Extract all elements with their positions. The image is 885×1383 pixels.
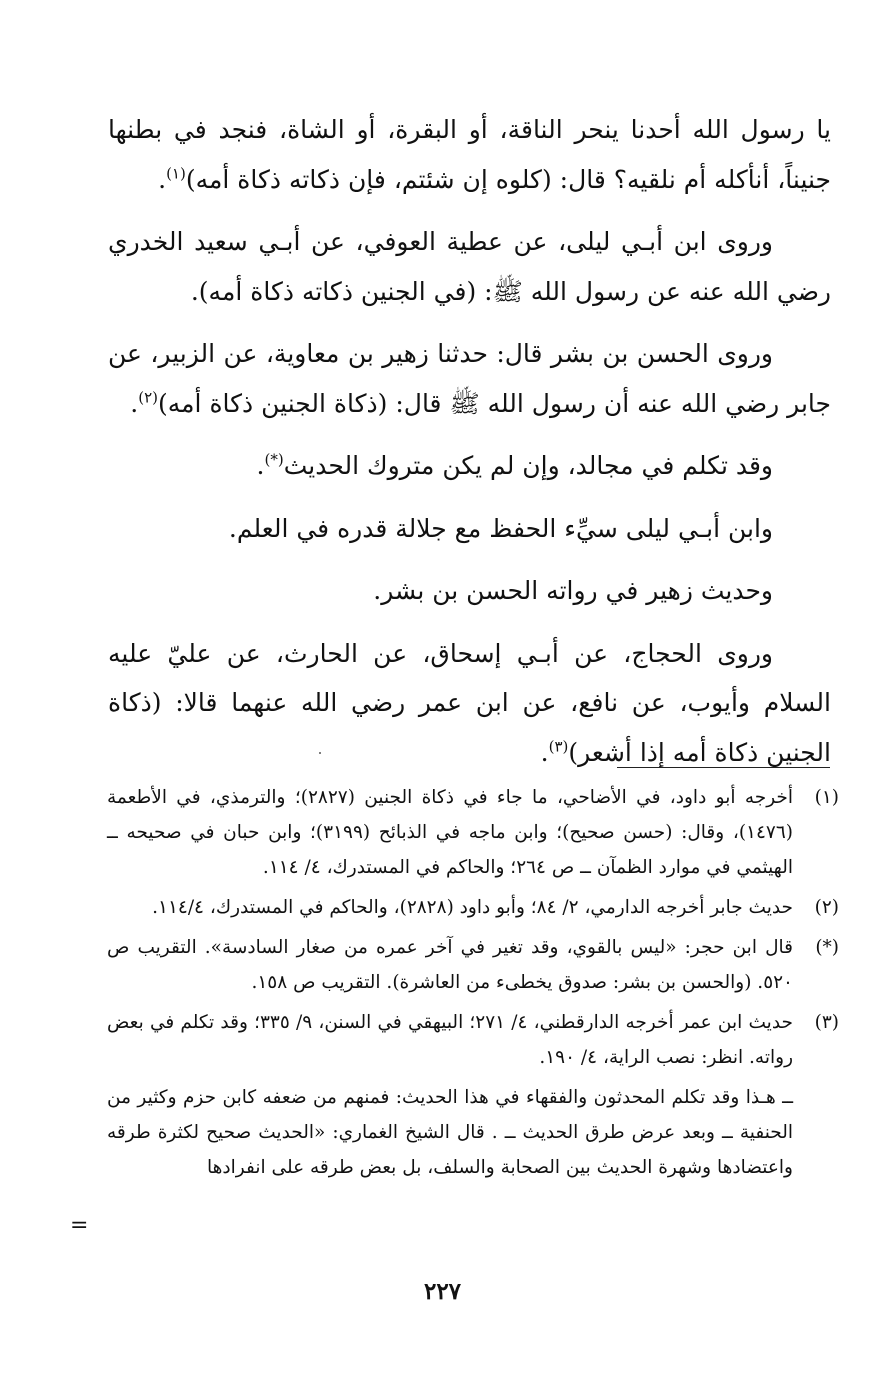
footnote-ref[interactable]: (*) [264,450,284,469]
page-number: ٢٢٧ [423,1278,462,1305]
footnote-marker: (٢) [814,897,839,918]
footnote-star [107,930,839,1000]
footnote-text: حديث ابن عمر أخرجه الدارقطني، ٤/ ٢٧١؛ البيهقي في السنن، ٩/ ٣٣٥؛ وقد تكلم في بعض رواته. انظر: نصب الراية، ٤/ ١٩٠. [107,1012,793,1068]
paragraph-7: وروى الحجاج، عن أبـي إسحاق، عن الحارث، عن عليّ عليه السلام وأيوب، عن نافع، عن ابن عمر رضي الله عنهما قالا: (ذكاة الجنين ذكاة أمه إذا أشعر)$^{(٣)}$. [108,638,831,767]
footnote-marker: (١) [814,787,839,808]
footnote-text: حديث جابر أخرجه الدارمي، ٢/ ٨٤؛ وأبو داود (٢٨٢٨)، والحاكم في المستدرك، ١١٤/٤. [152,897,793,918]
footnote-ref[interactable]: (١) [166,164,186,183]
footnote-2 [107,890,839,925]
paragraph-5: وابن أبـي ليلى سيِّء الحفظ مع جلالة قدره في العلم. [228,513,773,543]
paragraph-6: وحديث زهير في رواته الحسن بن بشر. [373,576,773,605]
footnote-separator [617,767,830,768]
footnote-marker: (*) [815,937,839,958]
footnote-1 [107,780,839,885]
paragraph-2: وروى ابن أبـي ليلى، عن عطية العوفي، عن أبـي سعيد الخدري رضي الله عنه عن رسول الله ﷺ: (في الجنين ذكاته ذكاة أمه). [108,227,831,306]
footnote-3-continuation: ــ هـذا وقد تكلم المحدثون والفقهاء في هذا الحديث: فمنهم من ضعفه كابن حزم وكثير من الحنفية ــ وبعد عرض طرق الحديث ــ . قال الشيخ الغماري: «الحديث صحيح لكثرة طرقه واعتضادها وشهرة الحديث بين الصحابة والسلف، بل بعض طرقه على انفرادها [107,1087,793,1178]
footnote-ref[interactable]: (٣) [548,737,569,756]
main-text [108,105,831,790]
footnote-text: قال ابن حجر: «ليس بالقوي، وقد تغير في آخر عمره من صغار السادسة». التقريب ص ٥٢٠. (والحسن بن بشر: صدوق يخطىء من العاشرة). التقريب ص ١٥٨. [107,937,793,993]
footnote-ref[interactable]: (٢) [138,388,158,407]
footnotes [107,780,839,1185]
paragraph-4: وقد تكلم في مجالد، وإن لم يكن متروك الحديث(*). [256,450,773,480]
footnote-3 [107,1005,839,1075]
print-speck [319,752,321,754]
continuation-mark: = [70,1213,89,1238]
footnote-marker: (٣) [814,1012,839,1033]
footnote-text: أخرجه أبو داود، في الأضاحي، ما جاء في ذكاة الجنين (٢٨٢٧)؛ والترمذي، في الأطعمة (١٤٧٦)، وقال: (حسن صحيح)؛ وابن ماجه في الذبائح (٣١٩٩)؛ وابن حبان في صحيحه ــ الهيثمي في موارد الظمآن ــ ص ٢٦٤؛ والحاكم في المستدرك، ٤/ ١١٤. [107,787,794,878]
paragraph-3: وروى الحسن بن بشر قال: حدثنا زهير بن معاوية، عن الزبير، عن جابر رضي الله عنه أن رسول الله ﷺ قال: (ذكاة الجنين ذكاة أمه)$^{(٢)}$. [108,339,831,418]
paragraph-1: يا رسول الله أحدنا ينحر الناقة، أو البقرة، أو الشاة، فنجد في بطنها جنيناً، أنأكله أم نلقيه؟ قال: (كلوه إن شئتم، فإن ذكاته ذكاة أمه)$^{(١)}$. [108,115,831,194]
